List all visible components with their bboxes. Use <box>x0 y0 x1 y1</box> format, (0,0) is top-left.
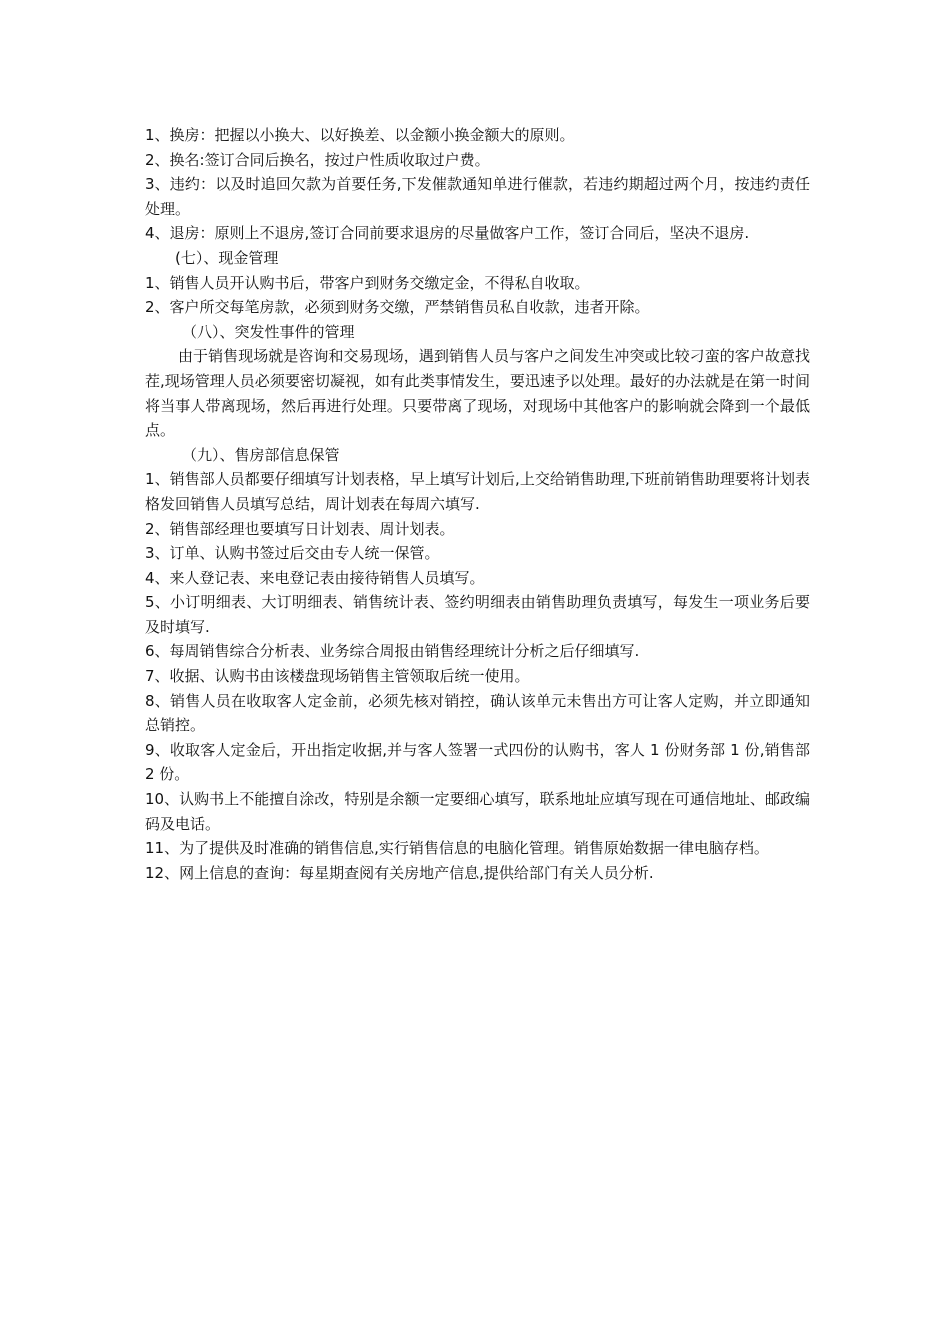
document-page <box>145 123 810 885</box>
info-item-6: 6、每周销售综合分析表、业务综合周报由销售经理统计分析之后仔细填写. <box>145 642 640 661</box>
info-item-2: 2、销售部经理也要填写日计划表、周计划表。 <box>145 519 455 538</box>
exchange-item-4: 4、退房：原则上不退房,签订合同前要求退房的尽量做客户工作，签订合同后，坚决不退房. <box>145 224 750 243</box>
info-item-7: 7、收据、认购书由该楼盘现场销售主管领取后统一使用。 <box>145 667 530 686</box>
info-item-9: 9、收取客人定金后，开出指定收据,并与客人签署一式四份的认购书，客人 1 份财务部 1 份,销售部 2 份。 <box>145 740 810 784</box>
exchange-item-2: 2、换名:签订合同后换名，按过户性质收取过户费。 <box>145 150 490 169</box>
exchange-item-1: 1、换房：把握以小换大、以好换差、以金额小换金额大的原则。 <box>145 126 575 144</box>
info-heading: （九）、售房部信息保管 <box>182 445 340 464</box>
emergency-heading: （八）、突发性事件的管理 <box>182 322 355 341</box>
cash-heading: (七）、现金管理 <box>175 248 279 267</box>
info-item-3: 3、订单、认购书签过后交由专人统一保管。 <box>145 544 440 563</box>
info-item-4: 4、来人登记表、来电登记表由接待销售人员填写。 <box>145 568 485 587</box>
info-item-1: 1、销售部人员都要仔细填写计划表格，早上填写计划后,上交给销售助理,下班前销售助理要将计划表格发回销售人员填写总结，周计划表在每周六填写. <box>145 470 810 513</box>
info-item-11: 11、为了提供及时准确的销售信息,实行销售信息的电脑化管理。销售原始数据一律电脑存档。 <box>145 839 769 858</box>
cash-item-1: 1、销售人员开认购书后，带客户到财务交缴定金，不得私自收取。 <box>145 273 590 292</box>
emergency-body: 由于销售现场就是咨询和交易现场，遇到销售人员与客户之间发生冲突或比较刁蛮的客户故意找茬,现场管理人员必须要密切凝视，如有此类事情发生，要迅速予以处理。最好的办法就是在第一时间将当事人带离现场，然后再进行处理。只要带离了现场，对现场中其他客户的影响就会降到一个最低点。 <box>145 347 810 440</box>
cash-item-2: 2、客户所交每笔房款，必须到财务交缴，严禁销售员私自收款，违者开除。 <box>145 298 650 317</box>
info-item-10: 10、认购书上不能擅自涂改，特别是余额一定要细心填写，联系地址应填写现在可通信地址、邮政编码及电话。 <box>145 790 810 833</box>
info-item-12: 12、网上信息的查询：每星期查阅有关房地产信息,提供给部门有关人员分析. <box>145 863 654 882</box>
info-item-8: 8、销售人员在收取客人定金前，必须先核对销控，确认该单元未售出方可让客人定购，并立即通知总销控。 <box>145 691 810 735</box>
exchange-item-3: 3、违约：以及时追回欠款为首要任务,下发催款通知单进行催款，若违约期超过两个月，按违约责任处理。 <box>145 175 810 218</box>
info-item-5: 5、小订明细表、大订明细表、销售统计表、签约明细表由销售助理负责填写，每发生一项业务后要及时填写. <box>145 593 810 636</box>
